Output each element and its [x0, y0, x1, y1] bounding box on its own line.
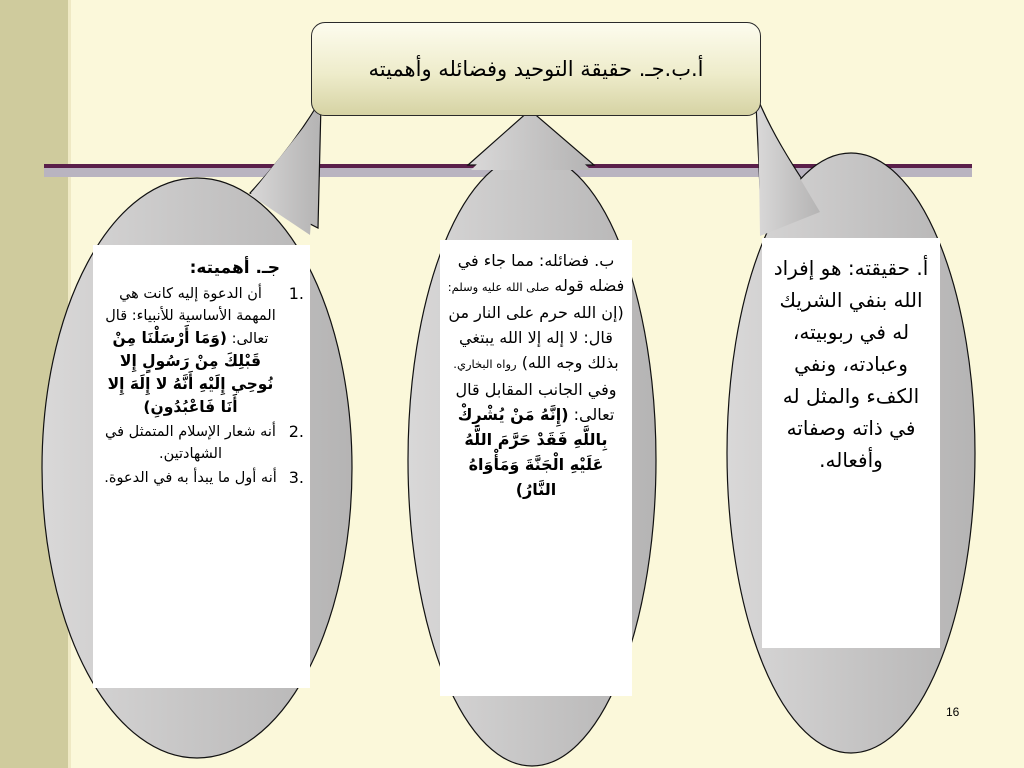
importance-item-3 [101, 467, 304, 489]
item-number: 2. [288, 422, 304, 441]
importance-box [93, 245, 310, 688]
virtues-text [446, 248, 626, 502]
quran-verse-messengers: (وَمَا أَرْسَلْنَا مِنْ قَبْلِكَ مِنْ رَسُولٍ إِلا نُوحِي إِلَيْهِ أَنَّهُ لا إِلَهَ إِلا أَنَا فَاعْبُدُونِ) [107, 329, 274, 416]
definition-box [762, 238, 940, 648]
importance-heading: جـ. أهميته: [189, 258, 280, 278]
page-number: 16 [946, 705, 960, 719]
item-3-text: أنه أول ما يبدأ به في الدعوة. [104, 470, 277, 486]
virtues-connector: وفي الجانب المقابل قال تعالى: [455, 380, 617, 424]
hadith-text: (إن الله حرم على النار من قال: لا إله إلا الله يبتغي بذلك وجه الله) [448, 303, 624, 372]
quran-verse-shirk: (إِنَّهُ مَنْ يُشْرِكْ بِاللَّهِ فَقَدْ حَرَّمَ اللَّهُ عَلَيْهِ الْجَنَّةَ وَمَأْوَاهُ النَّارُ) [457, 405, 608, 499]
importance-item-2 [101, 421, 304, 465]
virtues-intro: ب. فضائله: مما جاء في فضله قوله [457, 251, 625, 295]
item-text [101, 283, 280, 419]
item-2-text: أنه شعار الإسلام المتمثل في الشهادتين. [105, 424, 276, 462]
salawat-text: صلى الله عليه وسلم: [447, 280, 550, 294]
definition-text: أ. حقيقته: هو إفراد الله بنفي الشريك له في ربوبيته، وعبادته، ونفي الكفء والمثل له في ذاته وصفاته وأفعاله. [773, 256, 929, 472]
importance-item-1 [101, 283, 304, 419]
hadith-source: رواه البخاري. [453, 357, 517, 371]
item-number: 3. [288, 468, 304, 487]
title-box [311, 22, 761, 116]
slide-title: أ.ب.جـ. حقيقة التوحيد وفضائله وأهميته [368, 57, 704, 81]
item-1-text: أن الدعوة إليه كانت هي المهمة الأساسية للأنبياء: قال تعالى: [105, 286, 276, 347]
virtues-box [440, 240, 632, 696]
item-number: 1. [288, 284, 304, 303]
